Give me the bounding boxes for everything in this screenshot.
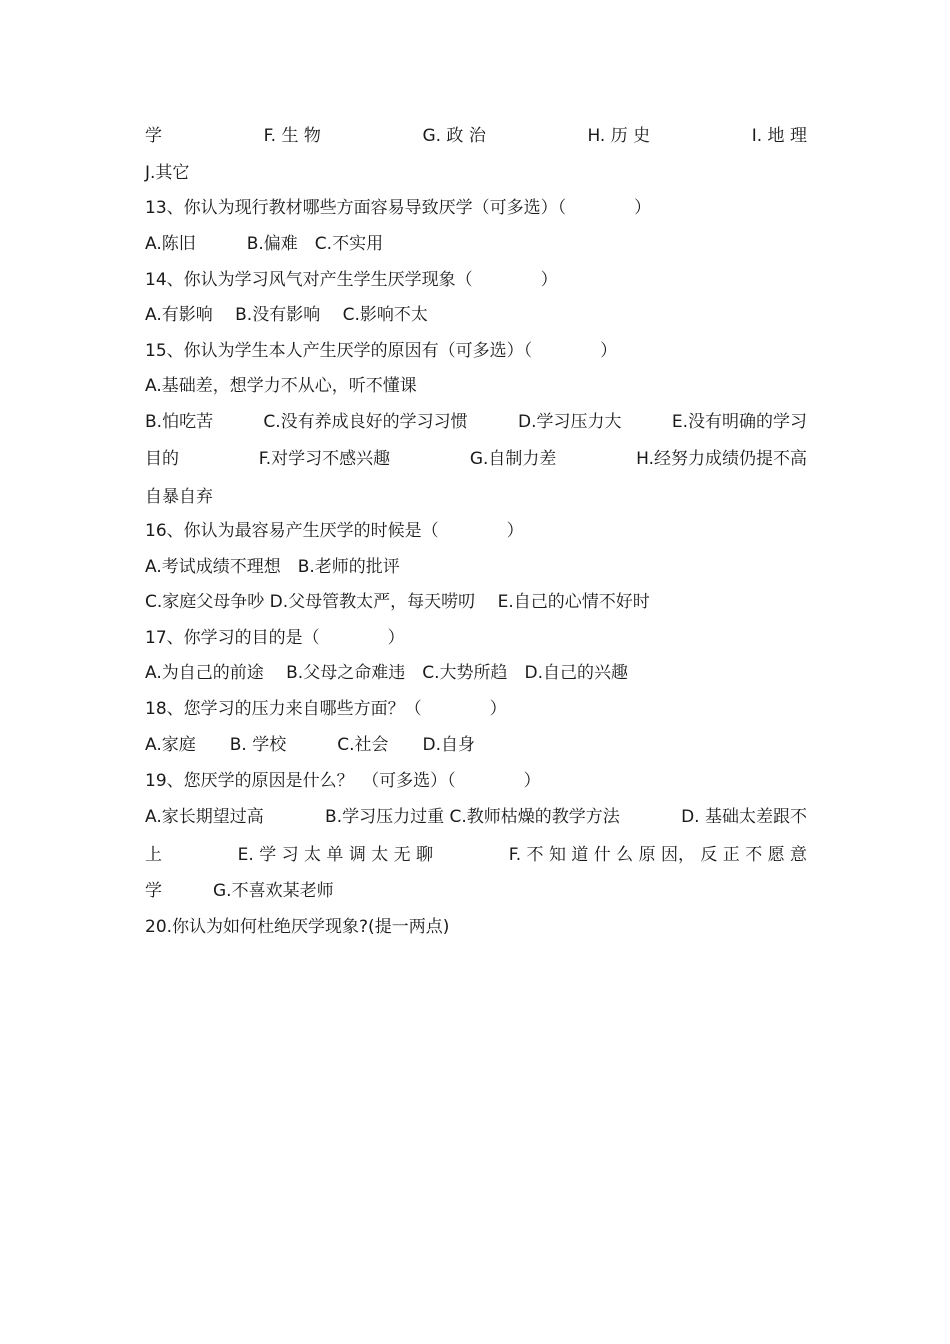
line-segment: C.没有养成良好的学习习惯 xyxy=(263,412,468,432)
line-segment: B.怕吃苦 xyxy=(145,412,214,432)
text-line: 13、你认为现行教材哪些方面容易导致厌学（可多选）（ ） xyxy=(145,198,652,218)
line-segment: F.对学习不感兴趣 xyxy=(258,449,391,469)
line-segment: B.学习压力过重 C.教师枯燥的教学方法 xyxy=(325,807,620,827)
text-line: 学 G.不喜欢某老师 xyxy=(145,881,334,901)
text-line: A.为自己的前途 B.父母之命难违 C.大势所趋 D.自己的兴趣 xyxy=(145,663,628,683)
line-segment: 上 xyxy=(145,845,162,865)
text-line: 15、你认为学生本人产生厌学的原因有（可多选）（ ） xyxy=(145,341,618,361)
line-segment: H. 历 史 xyxy=(587,126,651,146)
text-line: 17、你学习的目的是（ ） xyxy=(145,628,405,648)
text-line: 14、你认为学习风气对产生学生厌学现象（ ） xyxy=(145,270,558,290)
text-line: A.基础差，想学力不从心，听不懂课 xyxy=(145,376,417,396)
text-line: A.有影响 B.没有影响 C.影响不太 xyxy=(145,305,428,325)
text-line: A.家庭 B. 学校 C.社会 D.自身 xyxy=(145,735,475,755)
line-segment: E. 学 习 太 单 调 太 无 聊 xyxy=(237,845,434,865)
line-segment: A.家长期望过高 xyxy=(145,807,264,827)
line-segment: I. 地 理 xyxy=(751,126,807,146)
line-segment: 目的 xyxy=(145,449,179,469)
line-segment: H.经努力成绩仍提不高 xyxy=(636,449,807,469)
text-line: 自暴自弃 xyxy=(145,487,213,507)
text-line: 19、您厌学的原因是什么？ （可多选）（ ） xyxy=(145,771,541,791)
line-segment: 学 xyxy=(145,126,162,146)
text-line: C.家庭父母争吵 D.父母管教太严，每天唠叨 E.自己的心情不好时 xyxy=(145,592,650,612)
text-line: A.考试成绩不理想 B.老师的批评 xyxy=(145,557,400,577)
text-line: 16、你认为最容易产生厌学的时候是（ ） xyxy=(145,521,524,541)
line-segment: E.没有明确的学习 xyxy=(671,412,807,432)
justified-line xyxy=(145,410,807,434)
line-segment: D. 基础太差跟不 xyxy=(681,807,807,827)
text-line: 18、您学习的压力来自哪些方面？（ ） xyxy=(145,699,507,719)
line-segment: G.自制力差 xyxy=(469,449,557,469)
justified-line xyxy=(145,124,807,148)
justified-line xyxy=(145,843,807,867)
line-segment: F. 不 知 道 什 么 原 因， 反 正 不 愿 意 xyxy=(508,845,807,865)
text-line: A.陈旧 B.偏难 C.不实用 xyxy=(145,234,384,254)
text-line: 20.你认为如何杜绝厌学现象?(提一两点) xyxy=(145,917,450,937)
justified-line xyxy=(145,805,807,829)
line-segment: G. 政 治 xyxy=(422,126,486,146)
justified-line xyxy=(145,447,807,471)
line-segment: D.学习压力大 xyxy=(518,412,622,432)
line-segment: F. 生 物 xyxy=(263,126,321,146)
text-line: J.其它 xyxy=(145,163,190,183)
